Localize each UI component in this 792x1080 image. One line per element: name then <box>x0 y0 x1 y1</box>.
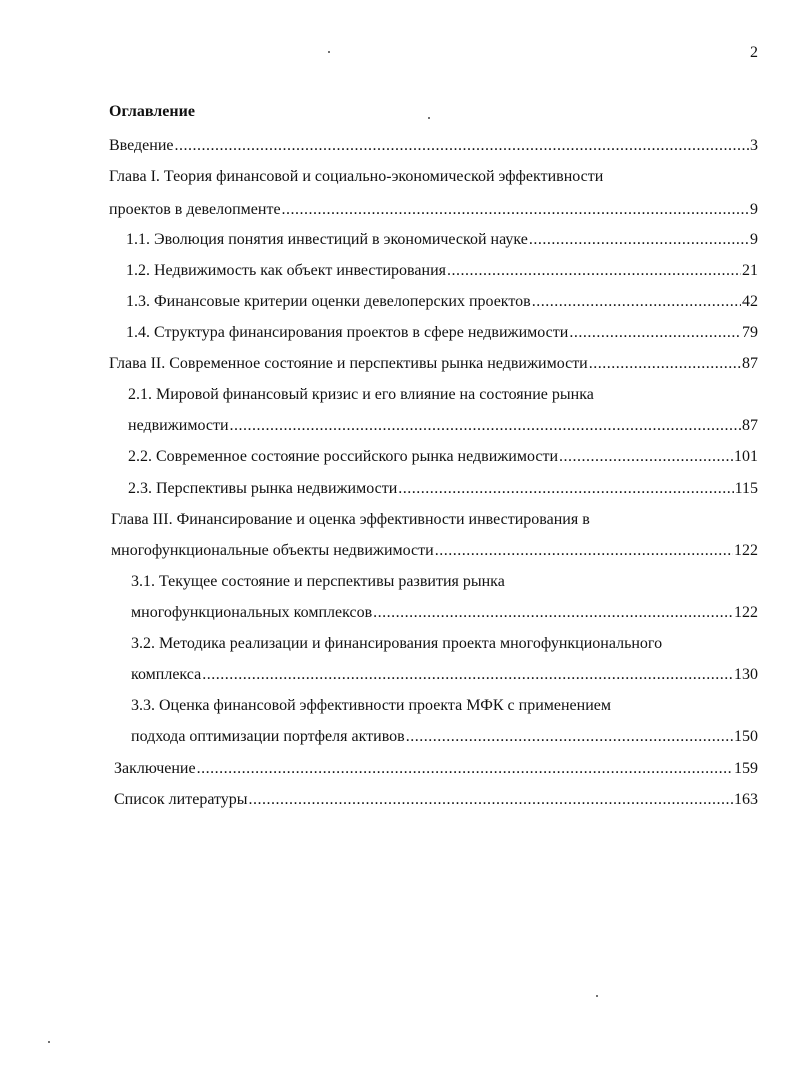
toc-entry-page: 130 <box>734 666 758 683</box>
toc-entry-text: многофункциональные объекты недвижимости <box>111 542 434 559</box>
toc-entry-page: 87 <box>742 417 758 434</box>
toc-entry-1-2[interactable] <box>126 261 758 281</box>
dot-leader <box>406 727 733 747</box>
toc-title: Оглавление <box>109 103 195 120</box>
dot-leader <box>529 230 749 250</box>
toc-entry-text: 1.4. Структура финансирования проектов в сфере недвижимости <box>126 324 569 341</box>
dot-leader <box>282 200 749 220</box>
toc-entry-page: 115 <box>734 480 758 497</box>
toc-entry-text: 2.2. Современное состояние российского рынка недвижимости <box>128 448 559 465</box>
toc-entry-page: 42 <box>742 293 758 310</box>
scan-speck <box>328 51 330 53</box>
dot-leader <box>373 603 733 623</box>
toc-entry-2-3[interactable] <box>128 479 758 499</box>
dot-leader <box>249 790 733 810</box>
toc-entry-page: 9 <box>750 231 758 248</box>
toc-section-3-3-title[interactable]: 3.3. Оценка финансовой эффективности проекта МФК с применением <box>131 697 611 714</box>
toc-entry-conclusion[interactable] <box>114 759 758 779</box>
toc-entry-text: 1.3. Финансовые критерии оценки девелоперских проектов <box>126 293 531 310</box>
toc-entry-page: 122 <box>734 542 758 559</box>
toc-entry-page: 101 <box>734 448 758 465</box>
toc-entry-page: 122 <box>734 604 758 621</box>
dot-leader <box>398 479 733 499</box>
toc-entry-1-1[interactable] <box>126 230 758 250</box>
toc-chapter-1-title[interactable]: Глава I. Теория финансовой и социально-экономической эффективности <box>109 168 604 185</box>
dot-leader <box>559 447 733 467</box>
toc-entry-1-4[interactable] <box>126 323 758 343</box>
toc-entry-text: 2.3. Перспективы рынка недвижимости <box>128 480 398 497</box>
dot-leader <box>202 665 733 685</box>
toc-entry-page: 3 <box>750 137 758 154</box>
toc-entry-intro[interactable] <box>109 136 758 156</box>
toc-entry-text: Введение <box>109 137 174 154</box>
toc-entry-page: 9 <box>750 201 758 218</box>
toc-entry-text: Заключение <box>114 760 196 777</box>
toc-entry-text: Глава II. Современное состояние и перспективы рынка недвижимости <box>109 355 588 372</box>
toc-entry-text: подхода оптимизации портфеля активов <box>131 728 405 745</box>
scan-speck <box>48 1041 50 1043</box>
toc-entry-page: 87 <box>742 355 758 372</box>
toc-section-3-1-title[interactable]: 3.1. Текущее состояние и перспективы развития рынка <box>131 573 505 590</box>
scan-speck <box>428 117 430 119</box>
dot-leader <box>175 136 750 156</box>
dot-leader <box>435 541 733 561</box>
toc-entry-page: 159 <box>734 760 758 777</box>
toc-entry-chapter-2[interactable] <box>109 354 758 374</box>
toc-entry-text: проектов в девелопменте <box>109 201 281 218</box>
toc-chapter-3-title[interactable]: Глава III. Финансирование и оценка эффективности инвестирования в <box>111 511 590 528</box>
toc-section-2-1-title[interactable]: 2.1. Мировой финансовый кризис и его влияние на состояние рынка <box>128 386 594 403</box>
toc-entry-page: 163 <box>734 791 758 808</box>
toc-entry-page: 79 <box>742 324 758 341</box>
toc-entry-1-3[interactable] <box>126 292 758 312</box>
toc-entry-3-3[interactable] <box>131 727 758 747</box>
dot-leader <box>230 416 741 436</box>
toc-entry-2-2[interactable] <box>128 447 758 467</box>
toc-entry-3-2[interactable] <box>131 665 758 685</box>
dot-leader <box>447 261 741 281</box>
toc-entry-references[interactable] <box>114 790 758 810</box>
dot-leader <box>197 759 733 779</box>
toc-section-3-2-title[interactable]: 3.2. Методика реализации и финансирования проекта многофункционального <box>131 635 663 652</box>
toc-entry-2-1[interactable] <box>128 416 758 436</box>
toc-entry-text: Список литературы <box>114 791 248 808</box>
toc-entry-text: 1.2. Недвижимость как объект инвестирования <box>126 262 446 279</box>
dot-leader <box>532 292 741 312</box>
toc-entry-3-1[interactable] <box>131 603 758 623</box>
toc-entry-page: 150 <box>734 728 758 745</box>
toc-entry-text: комплекса <box>131 666 202 683</box>
dot-leader <box>569 323 741 343</box>
scan-speck <box>596 995 598 997</box>
toc-entry-chapter-1[interactable] <box>109 200 758 220</box>
toc-entry-text: многофункциональных комплексов <box>131 604 373 621</box>
page-number: 2 <box>750 44 758 61</box>
toc-entry-text: 1.1. Эволюция понятия инвестиций в экономической науке <box>126 231 528 248</box>
toc-entry-chapter-3[interactable] <box>111 541 758 561</box>
dot-leader <box>589 354 741 374</box>
toc-entry-text: недвижимости <box>128 417 229 434</box>
toc-entry-page: 21 <box>742 262 758 279</box>
